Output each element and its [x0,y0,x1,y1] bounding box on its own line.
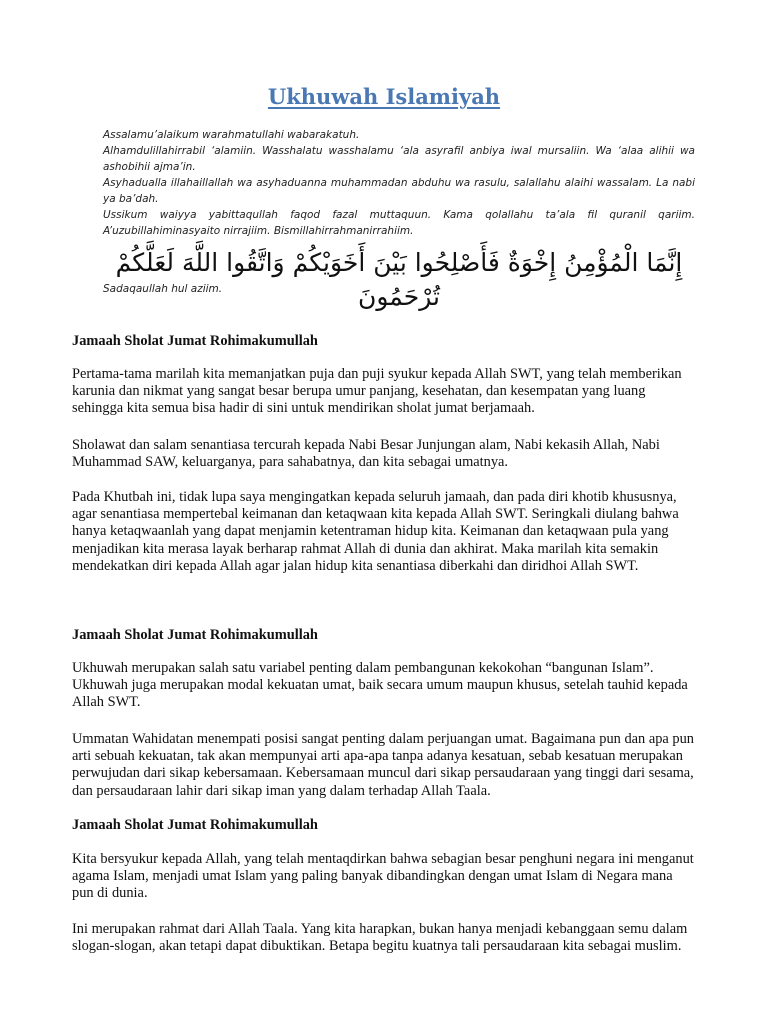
section-paragraph [72,731,696,800]
section-heading: Jamaah Sholat Jumat Rohimakumullah [72,817,318,833]
opening-line: Asyhadualla illahaillallah wa asyhaduanna muhammadan abduhu wa rasulu, salallahu alaihi wassalam. La nabi ya ba’dah. [103,177,695,205]
document-title: Ukhuwah Islamiyah [267,84,501,109]
opening-greeting [103,127,695,239]
paragraph-text: Ummatan Wahidatan menempati posisi sangat penting dalam perjuangan umat. Bagaimana pun dan apa pun arti sebuah kekuatan, tak akan mempunyai arti apa-apa tanpa adanya kesatuan, sebab kesatuan merupakan perwujudan dari sikap kebersamaan. Kebersamaan muncul dari sikap persaudaraan yang tinggi dari sesama, dan persaudaraan lahir dari sikap iman yang dalam terhadap Allah Taala. [72,731,694,799]
section-paragraph [72,366,696,418]
section-heading: Jamaah Sholat Jumat Rohimakumullah [72,627,318,643]
section-paragraph [72,437,696,471]
section-paragraph [72,851,696,903]
section-paragraph [72,921,696,955]
paragraph-text: Pada Khutbah ini, tidak lupa saya mengingatkan kepada seluruh jamaah, dan pada diri khotib khususnya, agar senantiasa mempertebal keimanan dan ketaqwaan kita kepada Allah SWT. Seringkali diulang bahwa hanya ketaqwaanlah yang dapat menjamin ketentraman hidup kita. Keimanan dan ketaqwaan pula yang menjadikan kita merasa layak berharap rahmat Allah di dunia dan akhirat. Maka marilah kita semakin mendekatkan diri kepada Allah agar jalan hidup kita senantiasa diberkahi dan diridhoi Allah SWT. [72,489,679,574]
section-heading: Jamaah Sholat Jumat Rohimakumullah [72,333,318,349]
opening-line: Ussikum waiyya yabittaqullah faqod fazal muttaquun. Kama qolallahu ta’ala fil quranil qariim. A’uzubillahiminasyaito nirrajiim. Bismillahirrahmanirrahiim. [103,209,695,237]
section-paragraph [72,489,696,575]
opening-line: Alhamdulillahirrabil ‘alamiin. Wasshalatu wasshalamu ‘ala asyrafil anbiya iwal mursaliin. Wa ‘alaa alihii wa ashobihii ajma’in. [103,145,695,173]
closing-line: Sadaqaullah hul aziim. [103,283,223,295]
paragraph-text: Pertama-tama marilah kita memanjatkan puja dan puji syukur kepada Allah SWT, yang telah memberikan karunia dan nikmat yang sangat besar berupa umur panjang, kesehatan, dan kesempatan yang luang sehingga kita semua bisa hadir di sini untuk mendirikan sholat jumat berjamaah. [72,366,682,417]
paragraph-text: Ukhuwah merupakan salah satu variabel penting dalam pembangunan kekokohan “bangunan Islam”. Ukhuwah juga merupakan modal kekuatan umat, baik secara umum maupun khusus, setelah tauhid kepada Allah SWT. [72,660,688,711]
paragraph-text: Ini merupakan rahmat dari Allah Taala. Yang kita harapkan, bukan hanya menjadi kebanggaan semu dalam slogan-slogan, akan tetapi dapat dibuktikan. Betapa begitu kuatnya tali persaudaraan kita sebagai muslim. [72,921,688,955]
paragraph-text: Kita bersyukur kepada Allah, yang telah mentaqdirkan bahwa sebagian besar penghuni negara ini menganut agama Islam, menjadi umat Islam yang paling banyak dibandingkan dengan umat Islam di Negara mana pun di dunia. [72,851,694,902]
paragraph-text: Sholawat dan salam senantiasa tercurah kepada Nabi Besar Junjungan alam, Nabi kekasih Allah, Nabi Muhammad SAW, keluarganya, para sahabatnya, dan kita sebagai umatnya. [72,437,660,471]
opening-line: Assalamu’alaikum warahmatullahi wabarakatuh. [103,129,360,141]
section-paragraph [72,660,696,712]
arabic-verse: إِنَّمَا الْمُؤْمِنُ إِخْوَةٌ فَأَصْلِحُوا بَيْنَ أَخَوَيْكُمْ وَاتَّقُوا اللَّهَ لَعَلَّكُمْ تُرْحَمُونَ [115,248,683,311]
